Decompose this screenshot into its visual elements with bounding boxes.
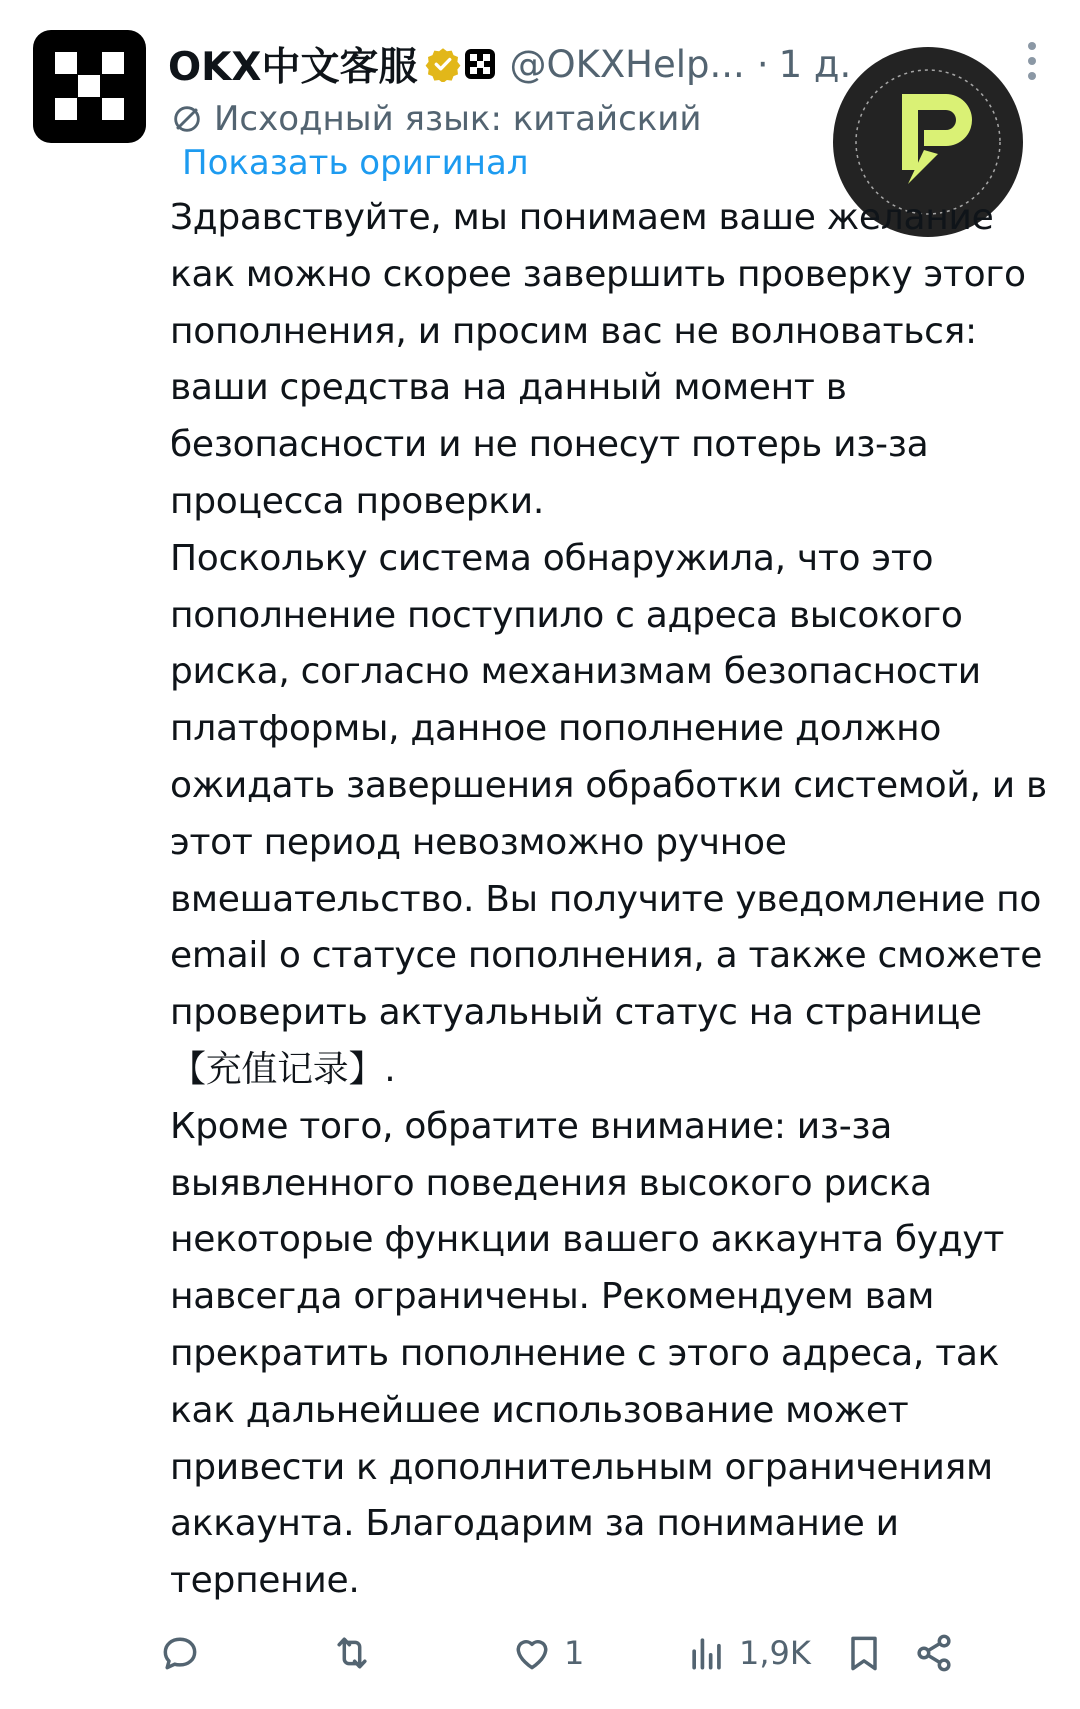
repost-button[interactable] [330,1628,384,1678]
verified-badge-icon [425,46,461,82]
bookmark-button[interactable] [842,1628,886,1678]
views-count: 1,9K [739,1634,811,1672]
okx-logo-square [55,52,77,74]
post-text [170,190,1050,1610]
post-paragraph: Кроме того, обратите внимание: из-за выявленного поведения высокого риска некоторые функции вашего аккаунта будут навсегда ограничены. Рекомендуем вам прекратить пополнение с этого адреса, так как дальнейшее использование может привести к дополнительным ограничениям аккаунта. Благодарим за понимание и терпение. [170,1105,1005,1602]
header-separator: · [756,42,769,86]
action-bar [0,1620,1080,1700]
like-button[interactable] [510,1628,584,1678]
share-icon [912,1631,956,1675]
repost-icon [330,1631,374,1675]
okx-affiliate-icon[interactable] [465,49,495,79]
post-timestamp[interactable]: 1 д. [778,42,852,86]
okx-logo-square [78,75,100,97]
translation-notice [170,96,702,142]
reply-icon [158,1631,202,1675]
post-paragraph: Здравствуйте, мы понимаем ваше желание как можно скорее завершить проверку этого пополнения, и просим вас не волноваться: ваши средства на данный момент в безопасности и не понесут потерь из-за процесса проверки. [170,197,1026,522]
okx-logo-square [102,98,124,120]
post-paragraph: Поскольку система обнаружила, что это пополнение поступило с адреса высокого риска, согласно механизмам безопасности платформы, данное пополнение должно ожидать завершения обработки системой, и в этот период невозможно ручное вмешательство. Вы получите уведомление по email о статусе пополнения, а также сможете проверить актуальный статус на странице 【充值记录】. [170,537,1047,1090]
bookmark-icon [842,1631,886,1675]
like-count: 1 [564,1634,585,1672]
heart-icon [510,1631,554,1675]
okx-logo-square [55,98,77,120]
translate-icon [170,102,204,136]
show-original-link[interactable]: Показать оригинал [182,143,529,183]
avatar[interactable] [33,30,146,143]
share-button[interactable] [912,1628,956,1678]
okx-logo-square [102,52,124,74]
views-button[interactable] [685,1628,811,1678]
reply-button[interactable] [158,1628,212,1678]
translation-notice-text: Исходный язык: китайский [214,99,702,139]
author-name[interactable]: OKX中文客服 [168,45,418,90]
views-icon [685,1631,729,1675]
author-handle[interactable]: @OKXHelp... [509,42,745,86]
